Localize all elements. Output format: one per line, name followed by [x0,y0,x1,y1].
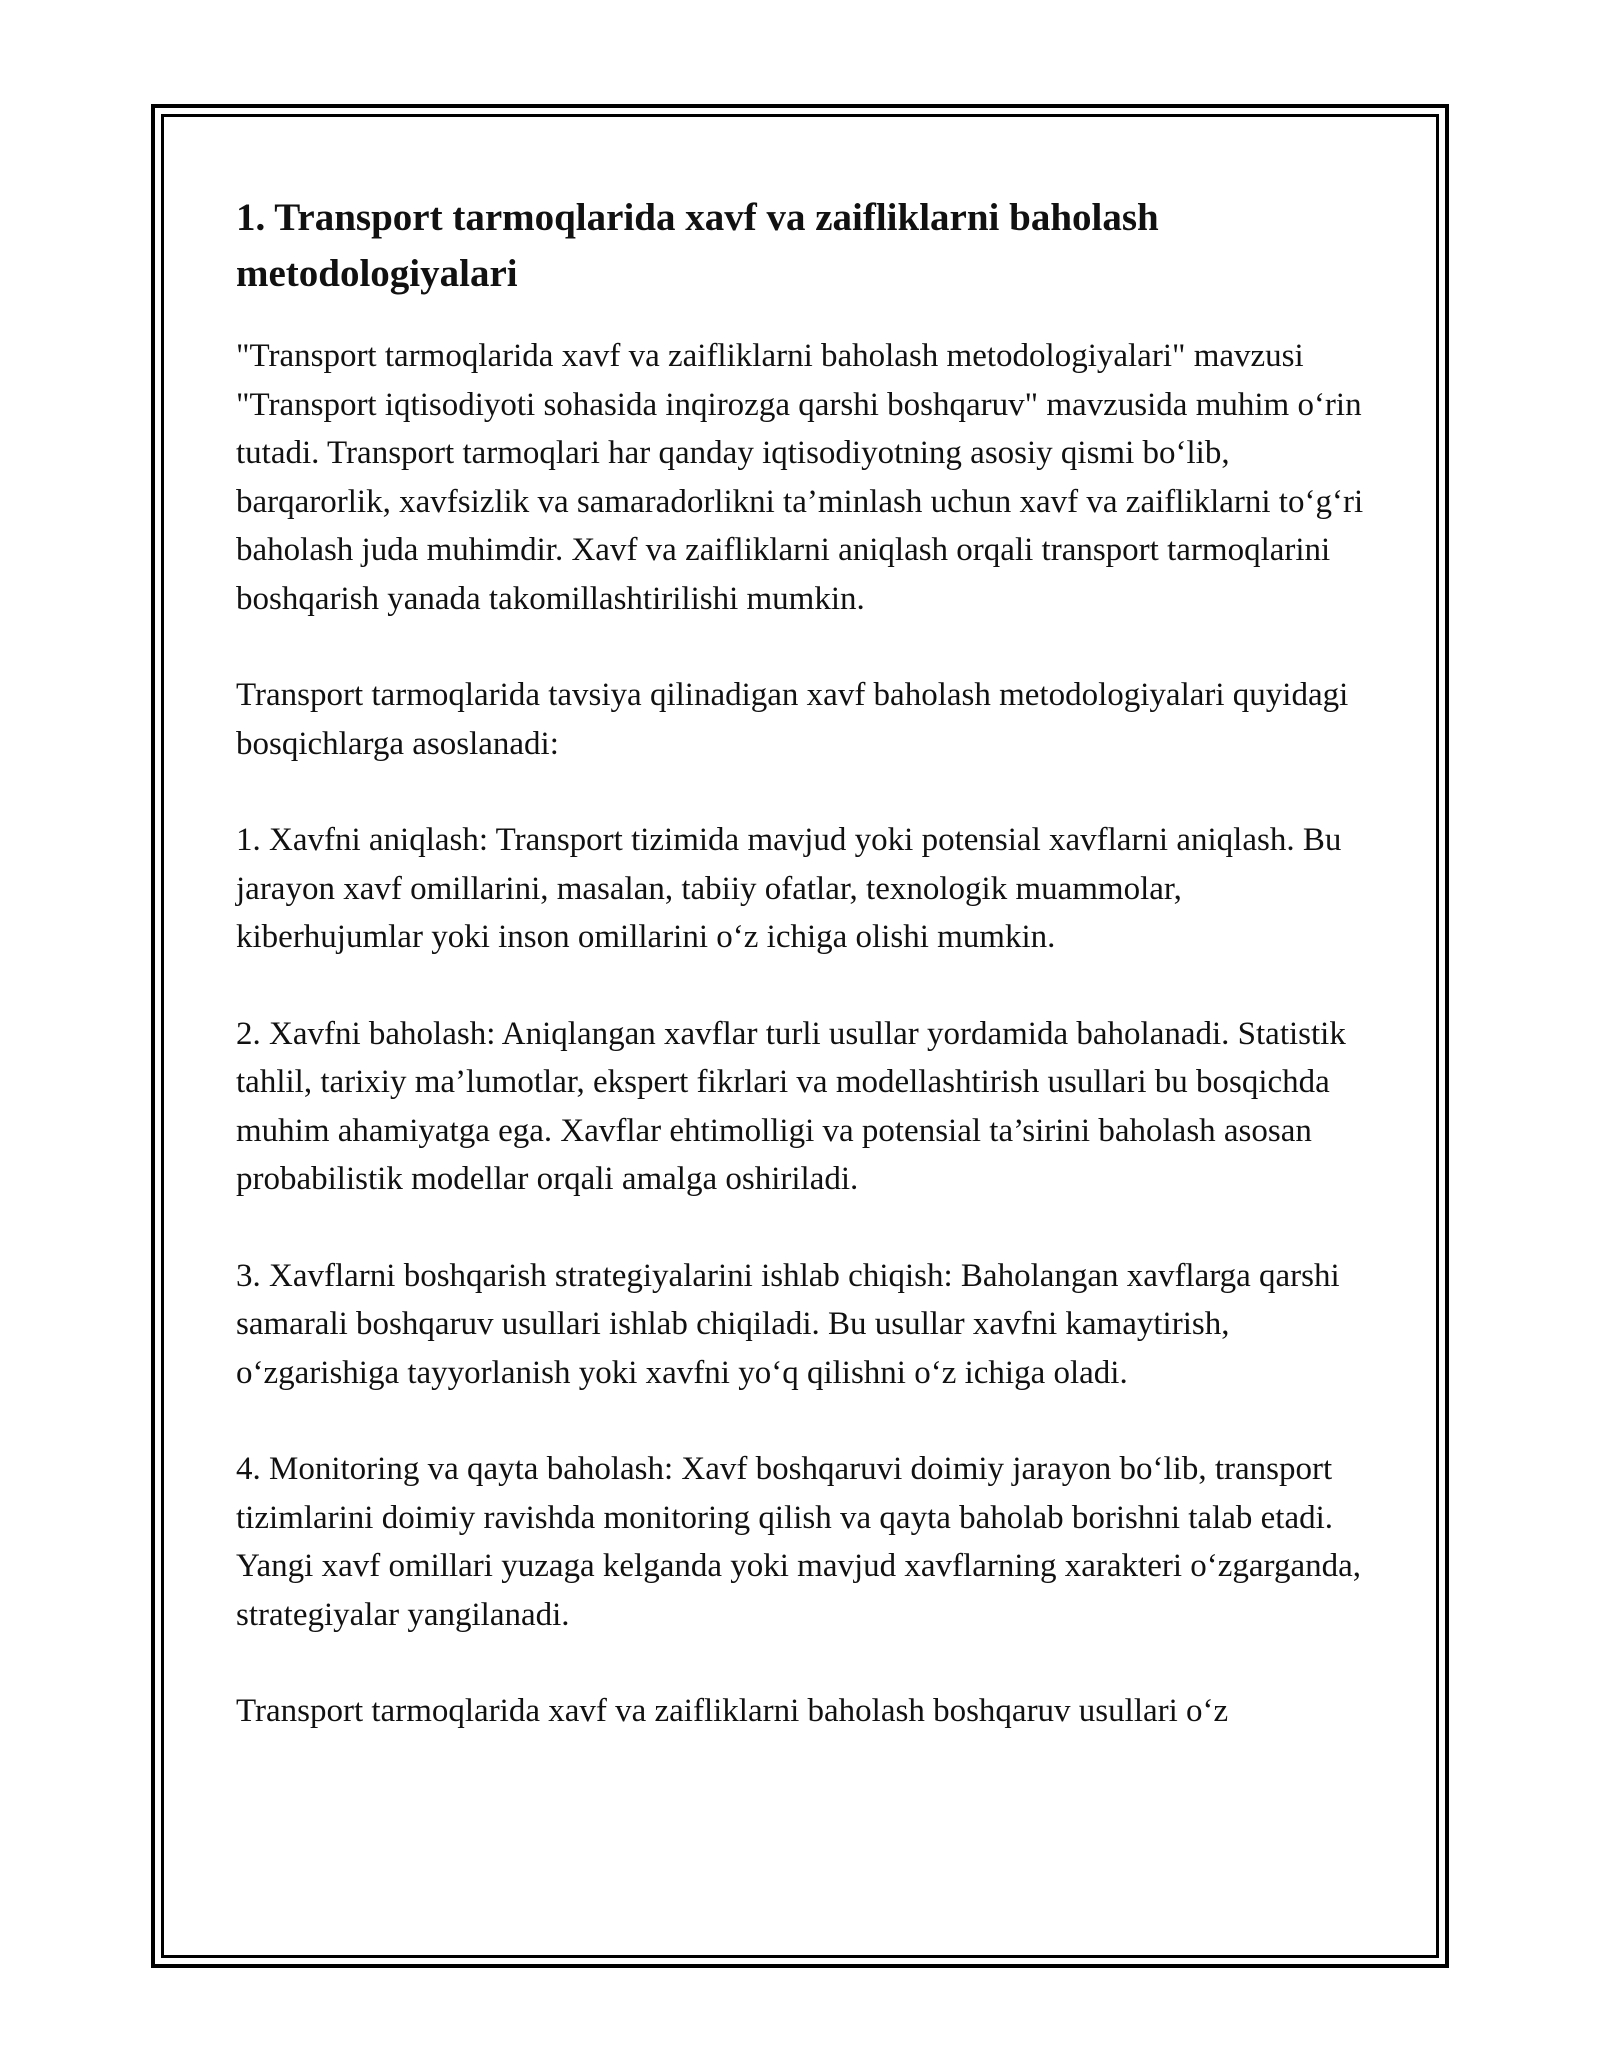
paragraph-intro: "Transport tarmoqlarida xavf va zaifliklarni baholash metodologiyalari" mavzusi "Transport iqtisodiyoti sohasida inqirozga qarshi boshqaruv" mavzusida muhim o‘rin tutadi. Transport tarmoqlari har qanday iqtisodiyotning asosiy qismi bo‘lib, barqarorlik, xavfsizlik va samaradorlikni ta’minlash uchun xavf va zaifliklarni to‘g‘ri baholash juda muhimdir. Xavf va zaifliklarni aniqlash orqali transport tarmoqlarini boshqarish yanada takomillashtirilishi mumkin. [236,338,1364,617]
paragraph-step-4: 4. Monitoring va qayta baholash: Xavf boshqaruvi doimiy jarayon bo‘lib, transport tizimlarini doimiy ravishda monitoring qilish va qayta baholab borishni talab etadi. Yangi xavf omillari yuzaga kelganda yoki mavjud xavflarning xarakteri o‘zgarganda, strategiyalar yangilanadi. [236,1451,1361,1633]
paragraph-step-3: 3. Xavflarni boshqarish strategiyalarini ishlab chiqish: Baholangan xavflarga qarshi samarali boshqaruv usullari ishlab chiqiladi. Bu usullar xavfni kamaytirish, o‘zgarishiga tayyorlanish yoki xavfni yo‘q qilishni o‘z ichiga oladi. [236,1257,1340,1391]
paragraph-continued: Transport tarmoqlarida xavf va zaifliklarni baholash boshqaruv usullari o‘z [236,1693,1229,1729]
paragraph-step-2: 2. Xavfni baholash: Aniqlangan xavflar turli usullar yordamida baholanadi. Statistik tahlil, tarixiy ma’lumotlar, ekspert fikrlari va modellashtirish usullari bu bosqichda muhim ahamiyatga ega. Xavflar ehtimolligi va potensial ta’sirini baholash asosan probabilistik modellar orqali amalga oshiriladi. [236,1015,1346,1197]
section-heading: 1. Transport tarmoqlarida xavf va zaifliklarni baholash metodologiyalari [236,196,1159,295]
paragraph-step-1: 1. Xavfni aniqlash: Transport tizimida mavjud yoki potensial xavflarni aniqlash. Bu jarayon xavf omillarini, masalan, tabiiy ofatlar, texnologik muammolar, kiberhujumlar yoki inson omillarini o‘z ichiga olishi mumkin. [236,822,1342,955]
document-body [236,190,1376,1736]
paragraph-stages-intro: Transport tarmoqlarida tavsiya qilinadigan xavf baholash metodologiyalari quyidagi bosqichlarga asoslanadi: [236,677,1349,762]
